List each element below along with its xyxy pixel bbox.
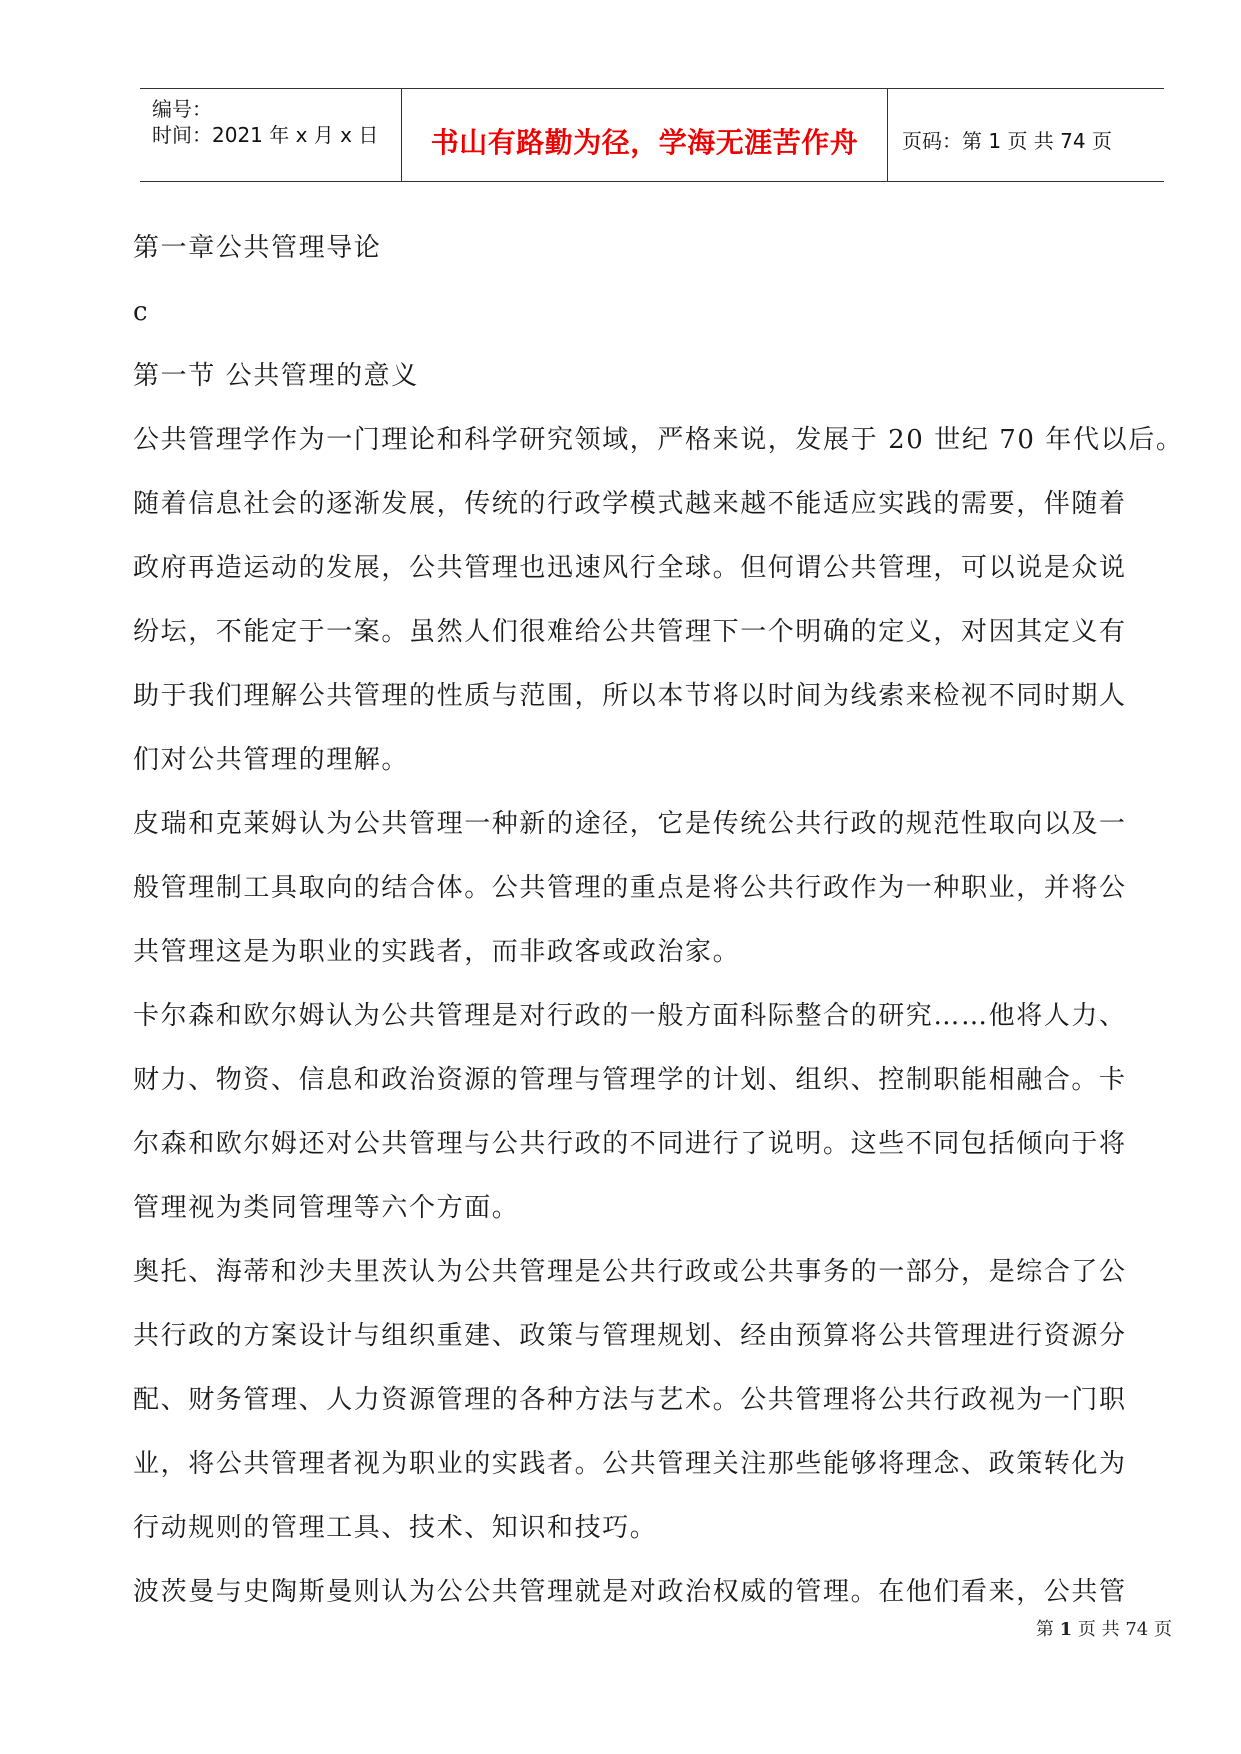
header-info-cell	[140, 89, 402, 181]
paragraph-line: 般管理制工具取向的结合体。公共管理的重点是将公共行政作为一种职业，并将公	[133, 873, 1127, 903]
paragraph-line: 随着信息社会的逐渐发展，传统的行政学模式越来越不能适应实践的需要，伴随着	[133, 489, 1127, 519]
paragraph-line: 奥托、海蒂和沙夫里茨认为公共管理是公共行政或公共事务的一部分，是综合了公	[133, 1257, 1127, 1287]
document-number-label: 编号：	[152, 97, 212, 121]
stray-character: c	[133, 297, 150, 327]
paragraph-line: 政府再造运动的发展，公共管理也迅速风行全球。但何谓公共管理，可以说是众说	[133, 553, 1127, 583]
paragraph-line: 业，将公共管理者视为职业的实践者。公共管理关注那些能够将理念、政策转化为	[133, 1449, 1127, 1479]
chapter-title: 第一章公共管理导论	[133, 233, 382, 263]
paragraph-line: 皮瑞和克莱姆认为公共管理一种新的途径，它是传统公共行政的规范性取向以及一	[133, 809, 1127, 839]
paragraph-5	[133, 1560, 1175, 1624]
paragraph-line: 共管理这是为职业的实践者，而非政客或政治家。	[133, 937, 741, 967]
document-time-label: 时间：2021 年 x 月 x 日	[152, 123, 379, 147]
header-page-label: 页码：第 1 页 共 74 页	[902, 129, 1112, 153]
document-body	[133, 216, 1184, 1624]
paragraph-line: 波茨曼与史陶斯曼则认为公公共管理就是对政治权威的管理。在他们看来，公共管	[133, 1577, 1127, 1607]
paragraph-4	[133, 1240, 1175, 1560]
paragraph-1	[133, 408, 1184, 792]
document-header	[140, 88, 1164, 182]
paragraph-3	[133, 984, 1175, 1240]
paragraph-line: 尔森和欧尔姆还对公共管理与公共行政的不同进行了说明。这些不同包括倾向于将	[133, 1129, 1127, 1159]
page-footer	[1036, 1615, 1172, 1641]
footer-suffix: 页	[1148, 1619, 1172, 1640]
paragraph-line: 纷坛，不能定于一案。虽然人们很难给公共管理下一个明确的定义，对因其定义有	[133, 617, 1127, 647]
paragraph-line: 助于我们理解公共管理的性质与范围，所以本节将以时间为线索来检视不同时期人	[133, 681, 1127, 711]
header-motto-cell	[402, 89, 888, 181]
paragraph-line: 管理视为类同管理等六个方面。	[133, 1193, 520, 1223]
paragraph-2	[133, 792, 1175, 984]
paragraph-line: 们对公共管理的理解。	[133, 745, 410, 775]
header-motto: 书山有路勤为径，学海无涯苦作舟	[430, 126, 859, 159]
footer-total-pages: 74	[1125, 1619, 1149, 1640]
paragraph-line: 共行政的方案设计与组织重建、政策与管理规划、经由预算将公共管理进行资源分	[133, 1321, 1127, 1351]
header-page-cell	[888, 89, 1164, 181]
section-title: 第一节 公共管理的意义	[133, 361, 419, 391]
paragraph-line: 公共管理学作为一门理论和科学研究领域，严格来说，发展于 20 世纪 70 年代以后。	[133, 425, 1184, 455]
footer-middle: 页 共	[1072, 1619, 1126, 1640]
paragraph-line: 财力、物资、信息和政治资源的管理与管理学的计划、组织、控制职能相融合。卡	[133, 1065, 1127, 1095]
footer-page-number: 1	[1059, 1619, 1073, 1640]
footer-prefix: 第	[1035, 1619, 1060, 1640]
paragraph-line: 配、财务管理、人力资源管理的各种方法与艺术。公共管理将公共行政视为一门职	[133, 1385, 1127, 1415]
paragraph-line: 行动规则的管理工具、技术、知识和技巧。	[133, 1513, 658, 1543]
paragraph-line: 卡尔森和欧尔姆认为公共管理是对行政的一般方面科际整合的研究……他将人力、	[133, 1001, 1127, 1031]
